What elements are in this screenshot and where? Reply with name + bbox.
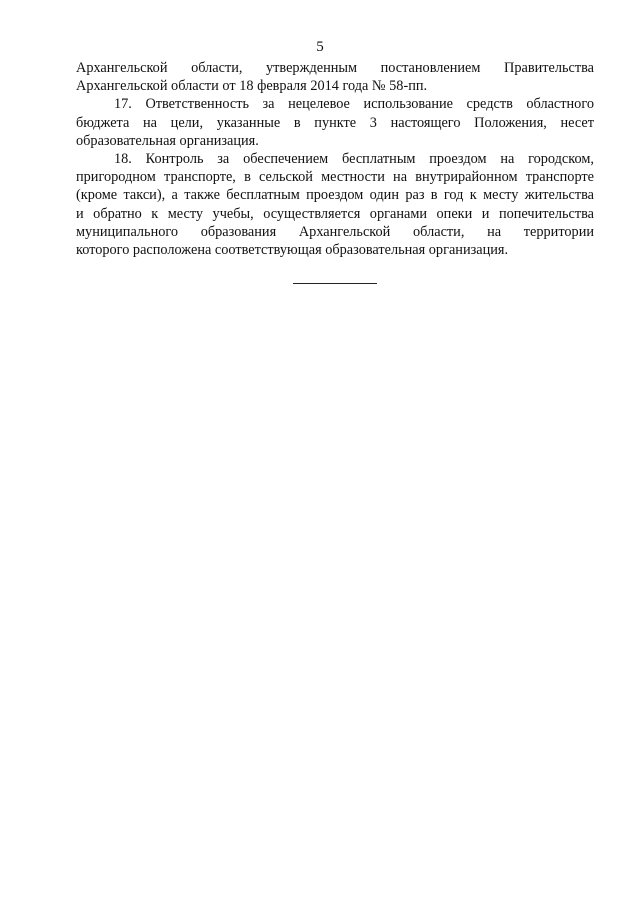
text-line: пригородном транспорте, в сельской местности на внутрирайонном транспорте [76, 169, 594, 186]
body-text [76, 59, 594, 259]
text-line: которого расположена соответствующая образовательная организация. [76, 242, 509, 259]
text-line: и обратно к месту учебы, осуществляется органами опеки и попечительства [76, 205, 594, 222]
closing-divider-line [293, 283, 377, 284]
text-line: 18. Контроль за обеспечением бесплатным проездом на городском, [114, 151, 594, 168]
paragraph-18 [76, 150, 594, 259]
text-line: 17. Ответственность за нецелевое использование средств областного [114, 96, 594, 113]
page-number: 5 [316, 39, 324, 55]
text-line: Архангельской области, утвержденным постановлением Правительства [76, 60, 594, 76]
paragraph-continuation [76, 59, 594, 95]
text-line: образовательная организация. [76, 132, 259, 149]
text-line: (кроме такси), а также бесплатным проездом один раз в год к месту жительства [76, 187, 594, 204]
text-line: Архангельской области от 18 февраля 2014 года № 58-пп. [76, 78, 428, 95]
paragraph-17 [76, 95, 594, 150]
text-line: муниципального образования Архангельской области, на территории [76, 223, 594, 240]
text-line: бюджета на цели, указанные в пункте 3 настоящего Положения, несет [76, 114, 594, 131]
